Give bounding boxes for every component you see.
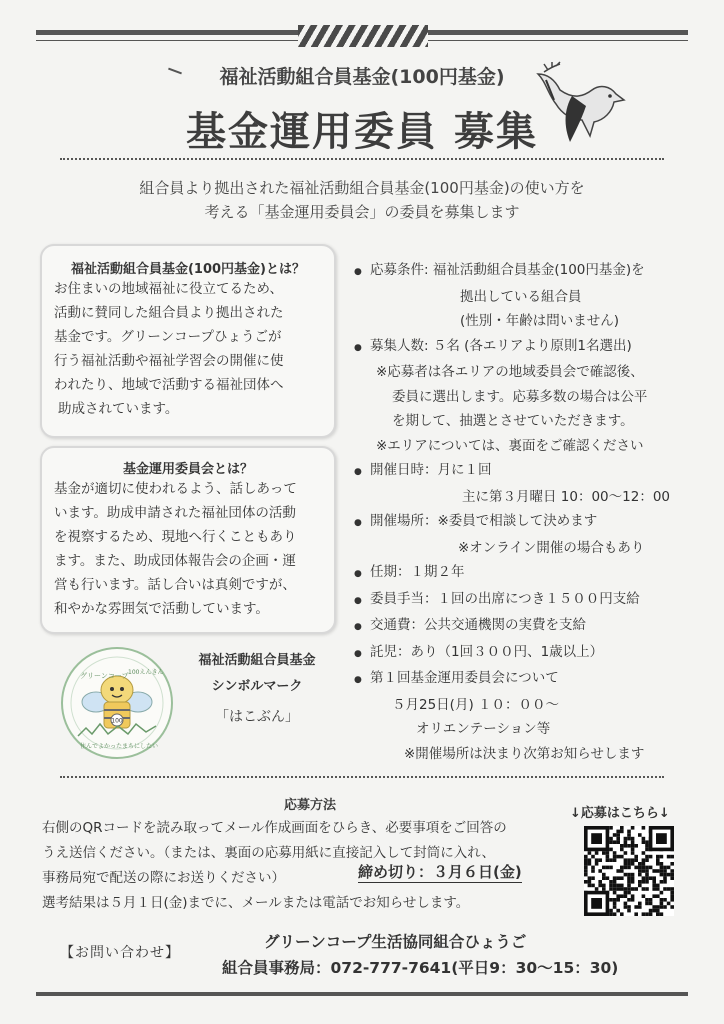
- bullet-icon: ●: [354, 595, 362, 606]
- detail-line: [354, 434, 694, 459]
- box-line: を視察するため、現地へ行くこともあり: [54, 529, 297, 545]
- box-line: 活動に賛同した組合員より拠出された: [54, 305, 284, 321]
- detail-line: [354, 666, 694, 693]
- fund-explanation-body: [42, 277, 334, 421]
- office-phone: 組合員事務局：072-777-7641(平日9：30〜15：30): [222, 959, 619, 977]
- qr-code[interactable]: [584, 826, 674, 916]
- detail-text: を期して、抽選とさせていただきます。: [392, 413, 634, 429]
- apply-line: 選考結果は５月１日(金)までに、メールまたは電話でお知らせします。: [42, 895, 470, 911]
- bottom-rule: [36, 992, 688, 996]
- fund-explanation-box: [40, 244, 336, 438]
- qr-label: ↓応募はこちら↓: [570, 806, 670, 821]
- detail-text: 任期：１期２年: [370, 564, 465, 580]
- intro-text: [0, 176, 724, 224]
- detail-line: [354, 309, 694, 334]
- box-line: 助成されています。: [58, 401, 179, 417]
- committee-explanation-box: [40, 446, 336, 634]
- contact-label: 【お問い合わせ】: [60, 945, 180, 961]
- detail-line: [354, 613, 694, 640]
- page-title: 基金運用委員 募集: [186, 109, 538, 155]
- box-line: ます。また、助成団体報告会の企画・運: [54, 553, 296, 569]
- deadline-text: 締め切り：３月６日(金): [358, 863, 522, 881]
- detail-text: 主に第３月曜日 10：00〜12：00: [462, 488, 671, 505]
- fund-explanation-heading: 福祉活動組合員基金(100円基金)とは？: [70, 262, 306, 277]
- stripe-ornament: [298, 25, 428, 47]
- symbol-caption-line1: 福祉活動組合員基金: [198, 653, 316, 668]
- bullet-icon: ●: [354, 675, 362, 685]
- detail-line: [354, 693, 694, 718]
- detail-text: 委員に選出します。応募多数の場合は公平: [392, 388, 648, 405]
- detail-text: ※開催場所は決まり次第お知らせします: [404, 745, 645, 762]
- bullet-icon: ●: [354, 622, 362, 632]
- box-line: 行う福祉活動や福祉学習会の開催に使: [54, 353, 284, 369]
- apply-line: 事務局宛で配送の際にお送りください）: [42, 870, 285, 886]
- detail-line: [354, 485, 694, 510]
- detail-text: 第１回基金運用委員会について: [370, 670, 559, 686]
- divider-bottom: [60, 776, 664, 778]
- box-line: 基金です。グリーンコープひょうごが: [54, 329, 282, 345]
- bullet-icon: ●: [354, 342, 362, 353]
- bullet-icon: ●: [354, 648, 362, 659]
- detail-line: [354, 409, 694, 434]
- symbol-logo: [58, 644, 176, 762]
- detail-text: ※応募者は各エリアの地域委員会で確認後、: [376, 364, 644, 380]
- committee-explanation-body: [42, 477, 334, 621]
- detail-text: ５月25日(月) １０：００〜: [392, 696, 560, 713]
- detail-line: [354, 334, 694, 361]
- detail-text: 応募条件: 福祉活動組合員基金(100円基金)を: [370, 262, 645, 278]
- bullet-icon: ●: [354, 569, 362, 579]
- detail-text: 拠出している組合員: [460, 288, 582, 305]
- organization-name: グリーンコープ生活協同組合ひょうご: [264, 933, 527, 951]
- detail-text: 交通費：公共交通機関の実費を支給: [370, 617, 586, 633]
- box-line: います。助成申請された福祉団体の活動: [54, 505, 296, 521]
- detail-line: [354, 536, 694, 561]
- recruitment-details: [354, 258, 694, 766]
- detail-text: 募集人数: ５名 (各エリアより原則1名選出): [370, 337, 632, 354]
- detail-line: [354, 717, 694, 742]
- detail-line: [354, 509, 694, 536]
- divider-top: [60, 158, 664, 160]
- detail-text: 委員手当：１回の出席につき１５００円支給: [370, 590, 640, 607]
- detail-text: オリエンテーション等: [416, 721, 551, 737]
- detail-text: 託児：あり（1回３００円、1歳以上）: [370, 643, 604, 660]
- detail-text: 開催日時：月に１回: [370, 462, 492, 478]
- detail-line: [354, 360, 694, 385]
- bullet-icon: ●: [354, 518, 362, 528]
- detail-line: [354, 742, 694, 767]
- detail-line: [354, 560, 694, 587]
- detail-line: [354, 640, 694, 667]
- apply-line: うえ送信ください。（または、裏面の応募用紙に直接記入して封筒に入れ、: [42, 845, 496, 861]
- apply-heading: 応募方法: [283, 798, 336, 813]
- logo-bottom-text: 住んでよかったまちにしたい: [80, 743, 159, 750]
- page-subtitle: 福祉活動組合員基金(100円基金): [219, 66, 505, 88]
- detail-text: ※オンライン開催の場合もあり: [458, 539, 645, 556]
- detail-line: [354, 458, 694, 485]
- logo-top-text-2: 100えんきん: [128, 669, 164, 676]
- detail-line: [354, 285, 694, 310]
- intro-line: 組合員より拠出された福祉活動組合員基金(100円基金)の使い方を: [139, 179, 585, 197]
- box-line: 和やかな雰囲気で活動しています。: [54, 601, 269, 617]
- symbol-caption-line2: シンボルマーク: [211, 679, 303, 694]
- detail-text: (性別・年齢は問いません): [460, 313, 620, 329]
- committee-explanation-heading: 基金運用委員会とは？: [122, 462, 253, 477]
- dove-illustration: [532, 60, 632, 156]
- logo-badge-text: 100: [111, 717, 123, 725]
- detail-line: [354, 385, 694, 410]
- symbol-name: 「はこぶん」: [215, 709, 299, 725]
- box-line: 基金が適切に使われるよう、話しあって: [54, 481, 297, 497]
- hakobun-logo-image: [58, 644, 176, 762]
- detail-text: ※エリアについては、裏面をご確認ください: [376, 437, 644, 454]
- intro-line: 考える「基金運用委員会」の委員を募集します: [204, 203, 520, 221]
- apply-line: 右側のQRコードを読み取ってメール作成画面をひらき、必要事項をご回答の: [42, 820, 507, 836]
- box-line: われたり、地域で活動する福祉団体へ: [54, 377, 284, 393]
- detail-line: [354, 258, 694, 285]
- logo-top-text: グリーンコープ: [80, 672, 129, 680]
- box-line: お住まいの地域福祉に役立てるため、: [54, 281, 283, 297]
- detail-text: 開催場所：※委員で相談して決めます: [370, 513, 598, 529]
- box-line: 営も行います。話し合いは真剣ですが、: [54, 577, 296, 593]
- symbol-caption: [182, 648, 332, 730]
- bullet-icon: ●: [354, 267, 362, 277]
- bullet-icon: ●: [354, 467, 362, 477]
- detail-line: [354, 587, 694, 614]
